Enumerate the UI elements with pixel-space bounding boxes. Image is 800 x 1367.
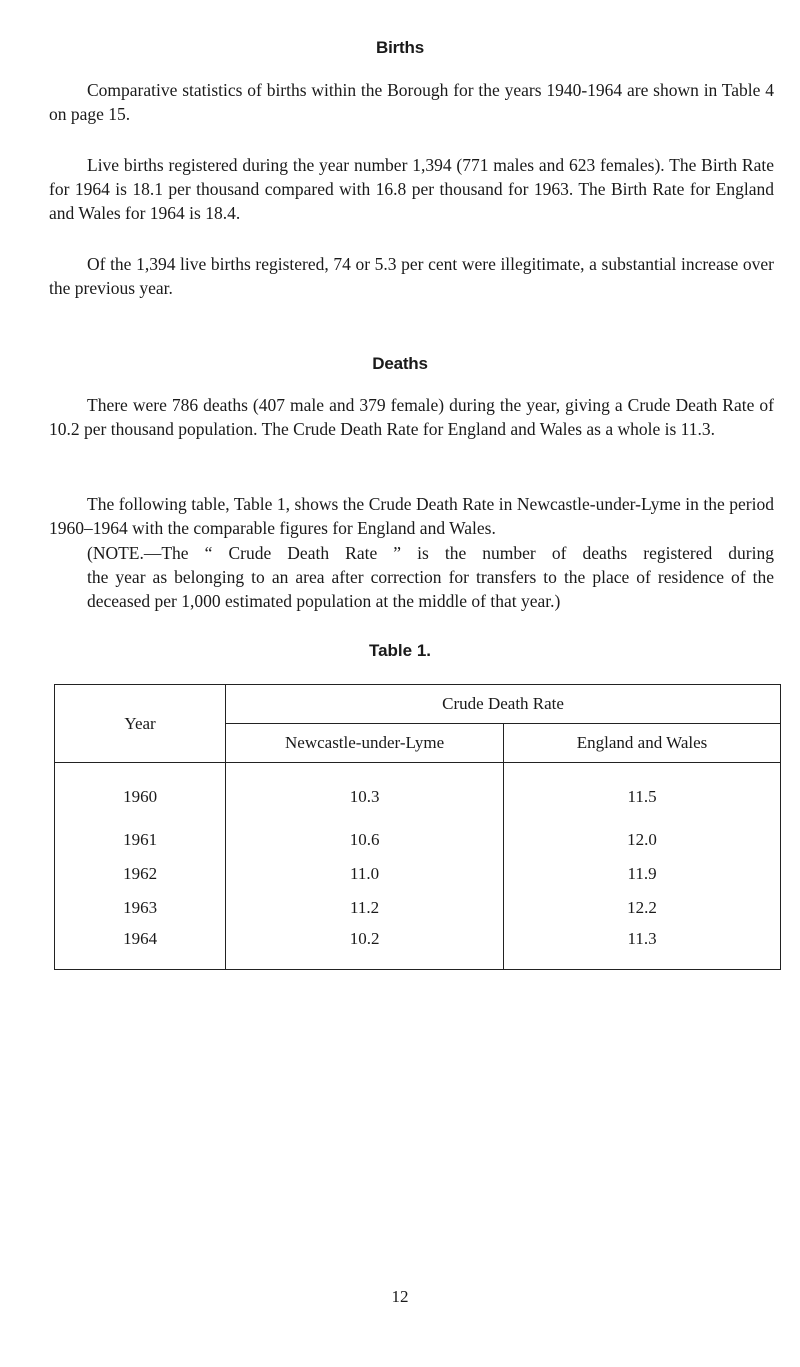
cell-newcastle: 11.2 (226, 891, 504, 925)
crude-death-rate-table (54, 684, 781, 970)
births-paragraph-3: Of the 1,394 live births registered, 74 or 5.3 per cent were illegitimate, a substantial increase over the previous year. (49, 254, 774, 298)
table-row (55, 823, 781, 857)
table-row (55, 925, 781, 970)
cell-newcastle: 11.0 (226, 857, 504, 891)
deaths-heading: Deaths (372, 354, 428, 373)
cell-year: 1960 (55, 763, 226, 824)
cell-newcastle: 10.2 (226, 925, 504, 970)
table-caption: Table 1. (368, 641, 432, 660)
cell-england-wales: 11.3 (504, 925, 781, 970)
cell-newcastle: 10.6 (226, 823, 504, 857)
note-continuation: the year as belonging to an area after correction for transfers to the place of residence of the deceased per 1,000 estimated population at the middle of that year.) (87, 567, 774, 611)
cell-newcastle: 10.3 (226, 763, 504, 824)
table-row (55, 891, 781, 925)
page-number: 12 (391, 1287, 409, 1306)
deaths-paragraph-2: The following table, Table 1, shows the Crude Death Rate in Newcastle-under-Lyme in the period 1960–1964 with the comparable figures for England and Wales. (49, 494, 774, 538)
cell-england-wales: 11.9 (504, 857, 781, 891)
header-newcastle: Newcastle-under-Lyme (226, 724, 504, 763)
cell-year: 1964 (55, 925, 226, 970)
deaths-paragraph-1: There were 786 deaths (407 male and 379 female) during the year, giving a Crude Death Rate of 10.2 per thousand population. The Crude Death Rate for England and Wales as a whole is 11.3. (49, 395, 774, 439)
births-paragraph-2: Live births registered during the year number 1,394 (771 males and 623 females). The Birth Rate for 1964 is 18.1 per thousand compared with 16.8 per thousand for 1963. The Birth Rate for England and Wales for 1964 is 18.4. (49, 155, 774, 223)
cell-england-wales: 12.0 (504, 823, 781, 857)
births-heading: Births (376, 38, 424, 57)
cell-england-wales: 12.2 (504, 891, 781, 925)
note-first-line: (NOTE.—The “ Crude Death Rate ” is the number of deaths registered during (87, 543, 774, 563)
cell-year: 1961 (55, 823, 226, 857)
cell-england-wales: 11.5 (504, 763, 781, 824)
table-row (55, 857, 781, 891)
header-england-wales: England and Wales (504, 724, 781, 763)
cell-year: 1962 (55, 857, 226, 891)
cell-year: 1963 (55, 891, 226, 925)
births-paragraph-1: Comparative statistics of births within the Borough for the years 1940-1964 are shown in Table 4 on page 15. (49, 80, 774, 124)
header-year: Year (55, 685, 226, 763)
table-row (55, 763, 781, 824)
note-paragraph (49, 541, 774, 613)
header-crude-death-rate: Crude Death Rate (226, 685, 781, 724)
